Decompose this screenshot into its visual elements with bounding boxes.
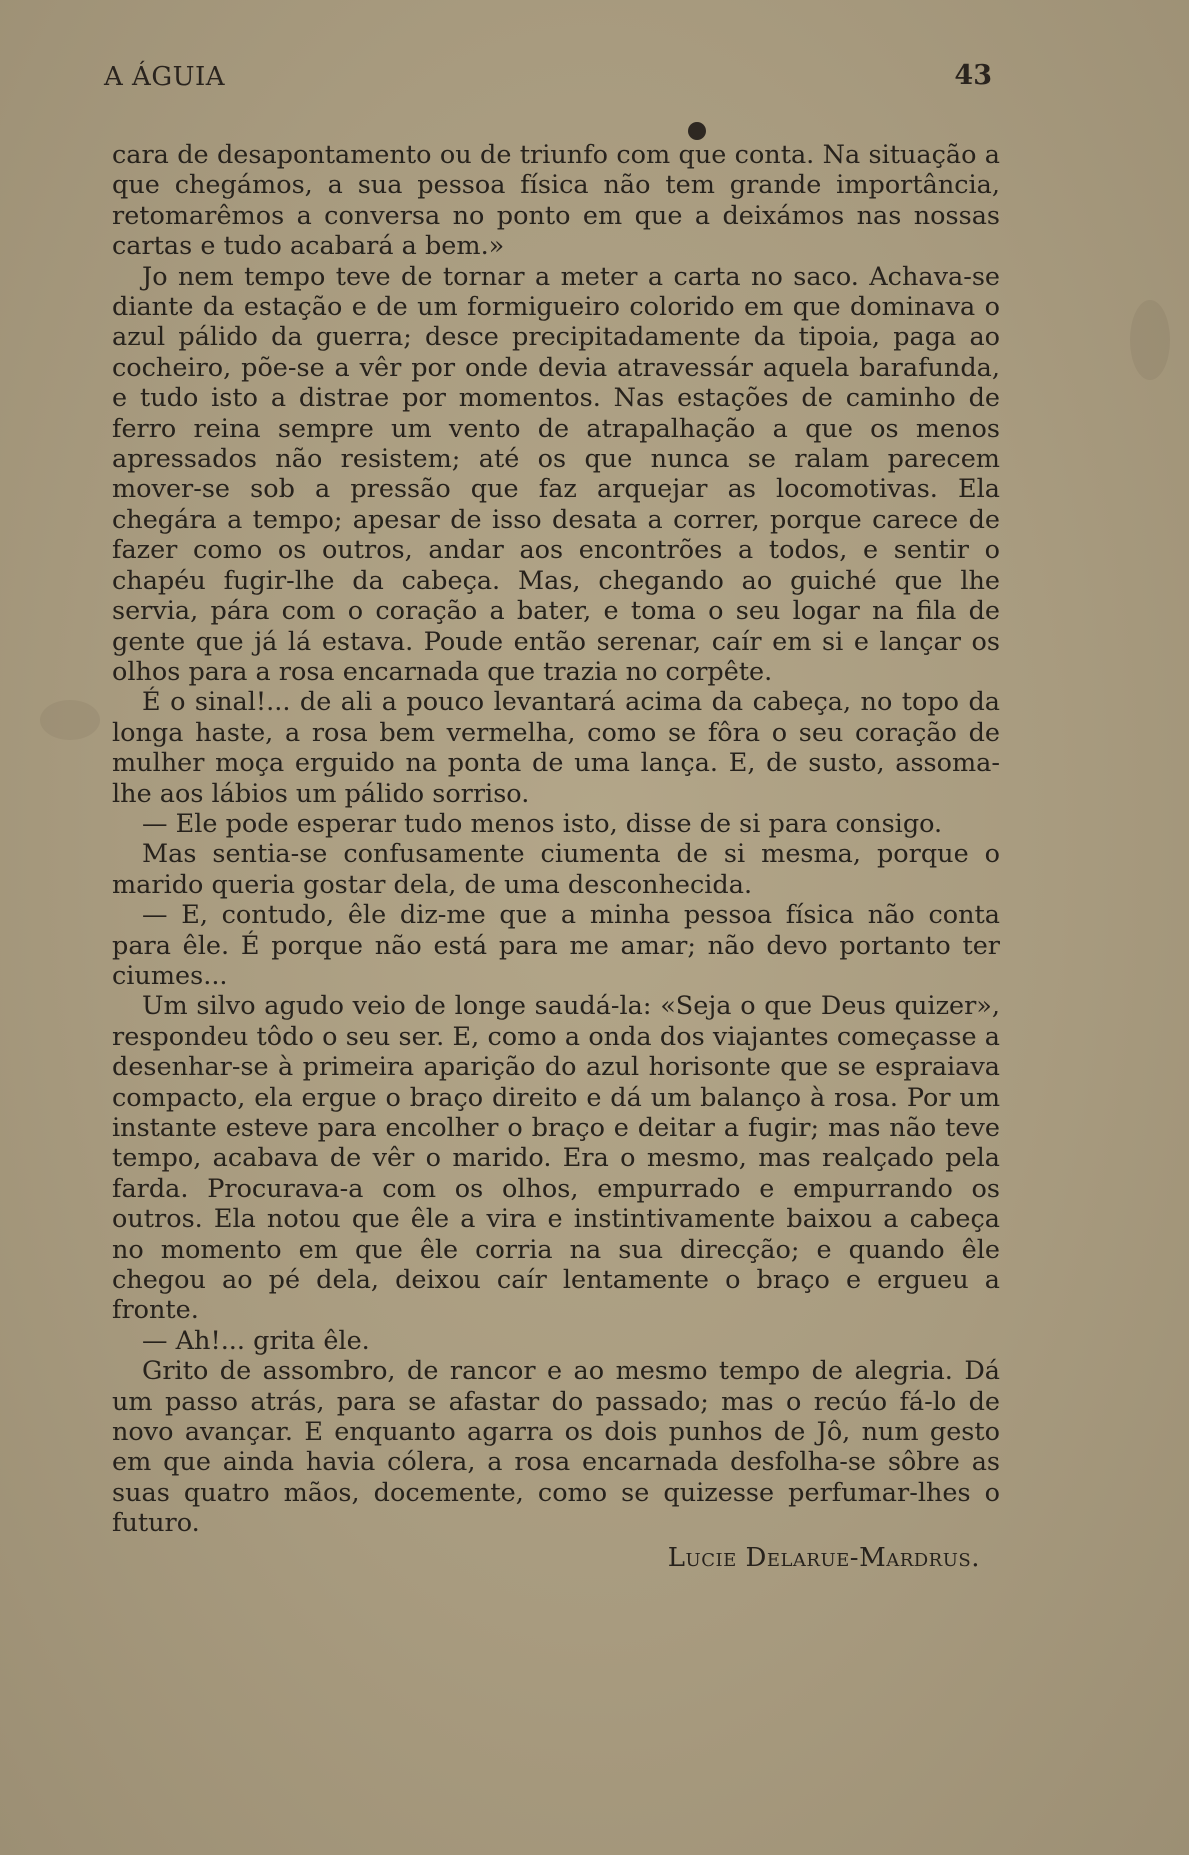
paragraph: Mas sentia-se confusamente ciumenta de si mesma, porque o marido queria gostar dela, de uma desconhecida. [112, 839, 1000, 900]
page-header [96, 58, 998, 98]
paragraph: É o sinal!... de ali a pouco levantará acima da cabeça, no topo da longa haste, a rosa bem vermelha, como se fôra o seu coração de mulher moça erguido na ponta de uma lança. E, de susto, assoma-lhe aos lábios um pálido sorriso. [112, 687, 1000, 809]
paragraph: — Ah!... grita êle. [142, 1325, 370, 1356]
paragraph: cara de desapontamento ou de triunfo com que conta. Na situação a que chegámos, a sua pessoa física não tem grande importância, retomarêmos a conversa no ponto em que a deixámos nas nossas cartas e tudo acabará a bem.» [112, 140, 1000, 262]
paragraph: Grito de assombro, de rancor e ao mesmo tempo de alegria. Dá um passo atrás, para se afastar do passado; mas o recúo fá-lo de novo avançar. E enquanto agarra os dois punhos de Jô, num gesto em que ainda havia cólera, a rosa encarnada desfolha-se sôbre as suas quatro mãos, docemente, como se quizesse perfumar-lhes o futuro. [112, 1356, 1000, 1539]
paragraph: — Ele pode esperar tudo menos isto, disse de si para consigo. [142, 808, 943, 839]
running-head: A ÁGUIA [104, 62, 226, 92]
ornament-dot [688, 122, 706, 140]
paragraph: — E, contudo, êle diz-me que a minha pessoa física não conta para êle. É porque não está para me amar; não devo portanto ter ciumes... [112, 900, 1000, 991]
page-stain [40, 700, 100, 740]
paragraph: Um silvo agudo veio de longe saudá-la: «Seja o que Deus quizer», respondeu tôdo o seu ser. E, como a onda dos viajantes começasse a desenhar-se à primeira aparição do azul horisonte que se espraiava compacto, ela ergue o braço direito e dá um balanço à rosa. Por um instante esteve para encolher o braço e deitar a fugir; mas não teve tempo, acabava de vêr o marido. Era o mesmo, mas realçado pela farda. Procurava-a com os olhos, empurrado e empurrando os outros. Ela notou que êle a vira e instintivamente baixou a cabeça no momento em que êle corria na sua direcção; e quando êle chegou ao pé dela, deixou caír lentamente o braço e ergueu a fronte. [112, 991, 1000, 1326]
paragraph: Jo nem tempo teve de tornar a meter a carta no saco. Achava-se diante da estação e de um formigueiro colorido em que dominava o azul pálido da guerra; desce precipitadamente da tipoia, paga ao cocheiro, põe-se a vêr por onde devia atravessár aquela barafunda, e tudo isto a distrae por momentos. Nas estações de caminho de ferro reina sempre um vento de atrapalhação a que os menos apressados não resistem; até os que nunca se ralam parecem mover-se sob a pressão que faz arquejar as locomotivas. Ela chegára a tempo; apesar de isso desata a correr, porque carece de fazer como os outros, andar aos encontrões a todos, e sentir o chapéu fugir-lhe da cabeça. Mas, chegando ao guiché que lhe servia, pára com o coração a bater, e toma o seu logar na fila de gente que já lá estava. Poude então serenar, caír em si e lançar os olhos para a rosa encarnada que trazia no corpête. [112, 261, 1000, 687]
page-stain [1130, 300, 1170, 380]
page-number: 43 [954, 60, 992, 91]
author-signature: Lucie Delarue-Mardrus. [667, 1542, 980, 1573]
body-text [112, 140, 1000, 1573]
